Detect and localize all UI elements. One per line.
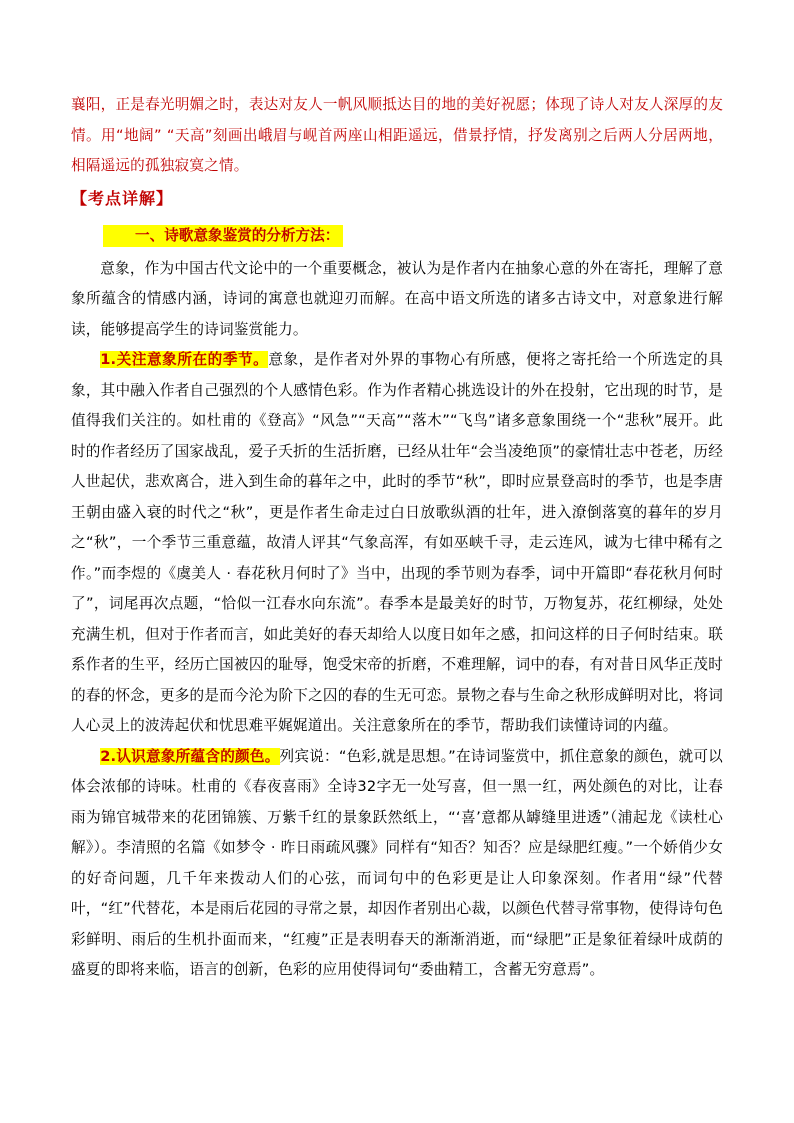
point1-text: 意象，是作者对外界的事物心有所感，便将之寄托给一个所选定的具象，其中融入作者自己强烈的个人感情色彩。作为作者精心挑选设计的外在投射，它出现的时节，是值得我们关注的。如杜甫的《登高》“风急”“天高”“落木”“飞鸟”诸多意象围绕一个“悲秋”展开。此时的作者经历了国家战乱，爱子夭折的生活折磨，已经从壮年“会当凌绝顶”的豪情壮志中苍老，历经人世起伏，悲欢离合，进入到生命的暮年之中，此时的季节“秋”，即时应景登高时的季节，也是李唐王朝由盛入衰的时代之“秋”，更是作者生命走过白日放歌纵酒的壮年，进入潦倒落寞的暮年的岁月之“秋”，一个季节三重意蕴，故清人评其“气象高浑，有如巫峡千寻，走云连风，诚为七律中稀有之作。”而李煜的《虞美人 · 春花秋月何时了》当中，出现的季节则为春季，词中开篇即“春花秋月何时了”，词尾再次点题，“恰似一江春水向东流”。春季本是最美好的时节，万物复苏，花红柳绿，处处充满生机，但对于作者而言，如此美好的春天却给人以度日如年之感，扣问这样的日子何时结束。联系作者的生平，经历亡国被囚的耻辱，饱受宋帝的折磨，不难理解，词中的春，有对昔日风华正茂时的春的怀念，更多的是而今沦为阶下之囚的春的生无可恋。景物之春与生命之秋形成鲜明对比，将词人心灵上的波涛起伏和忧思难平娓娓道出。关注意象所在的季节，帮助我们读懂诗词的内蕴。 <box>71 351 723 734</box>
point1-paragraph <box>71 345 723 742</box>
point2-heading: 2.认识意象所蕴含的颜色。 <box>100 747 280 765</box>
intro-body-paragraph: 意象，作为中国古代文论中的一个重要概念，被认为是作者内在抽象心意的外在寄托，理解了意象所蕴含的情感内涵，诗词的寓意也就迎刃而解。在高中语文所选的诸多古诗文中，对意象进行解读，能够提高学生的诗词鉴赏能力。 <box>71 259 723 338</box>
section-subtitle: 一、诗歌意象鉴赏的分析方法： <box>103 225 343 247</box>
section-title: 【考点详解】 <box>71 188 174 208</box>
point2-paragraph <box>71 742 723 986</box>
point1-heading: 1.关注意象所在的季节。 <box>100 351 269 368</box>
intro-paragraph: 襄阳，正是春光明媚之时，表达对友人一帆风顺抵达目的地的美好祝愿；体现了诗人对友人深厚的友情。用“地阔” “天高”刻画出峨眉与岘首两座山相距遥远，借景抒情，抒发离别之后两人分居两地，相隔遥远的孤独寂寞之情。 <box>71 96 723 174</box>
point2-text: 列宾说：“色彩,就是思想。”在诗词鉴赏中，抓住意象的颜色，就可以体会浓郁的诗味。杜甫的《春夜喜雨》全诗32字无一处写喜，但一黑一红，两处颜色的对比，让春雨为锦官城带来的花团锦簇、万紫千红的景象跃然纸上，“‘喜’意都从罅缝里进透”（浦起龙《读杜心解》）。李清照的名篇《如梦令 · 昨日雨疏风骤》同样有“知否？知否？应是绿肥红瘦。”一个娇俏少女的好奇问题，几千年来拨动人们的心弦，而词句中的色彩更是让人印象深刻。作者用“绿”代替叶，“红”代替花，本是雨后花园的寻常之景，却因作者别出心裁，以颜色代替寻常事物，使得诗句色彩鲜明、雨后的生机扑面而来，“红瘦”正是表明春天的渐渐消逝，而“绿肥”正是象征着绿叶成荫的盛夏的即将来临，语言的创新，色彩的应用使得词句“委曲精工，含蓄无穷意焉”。 <box>71 747 723 978</box>
document-page <box>71 90 723 986</box>
subtitle-row <box>71 220 723 250</box>
